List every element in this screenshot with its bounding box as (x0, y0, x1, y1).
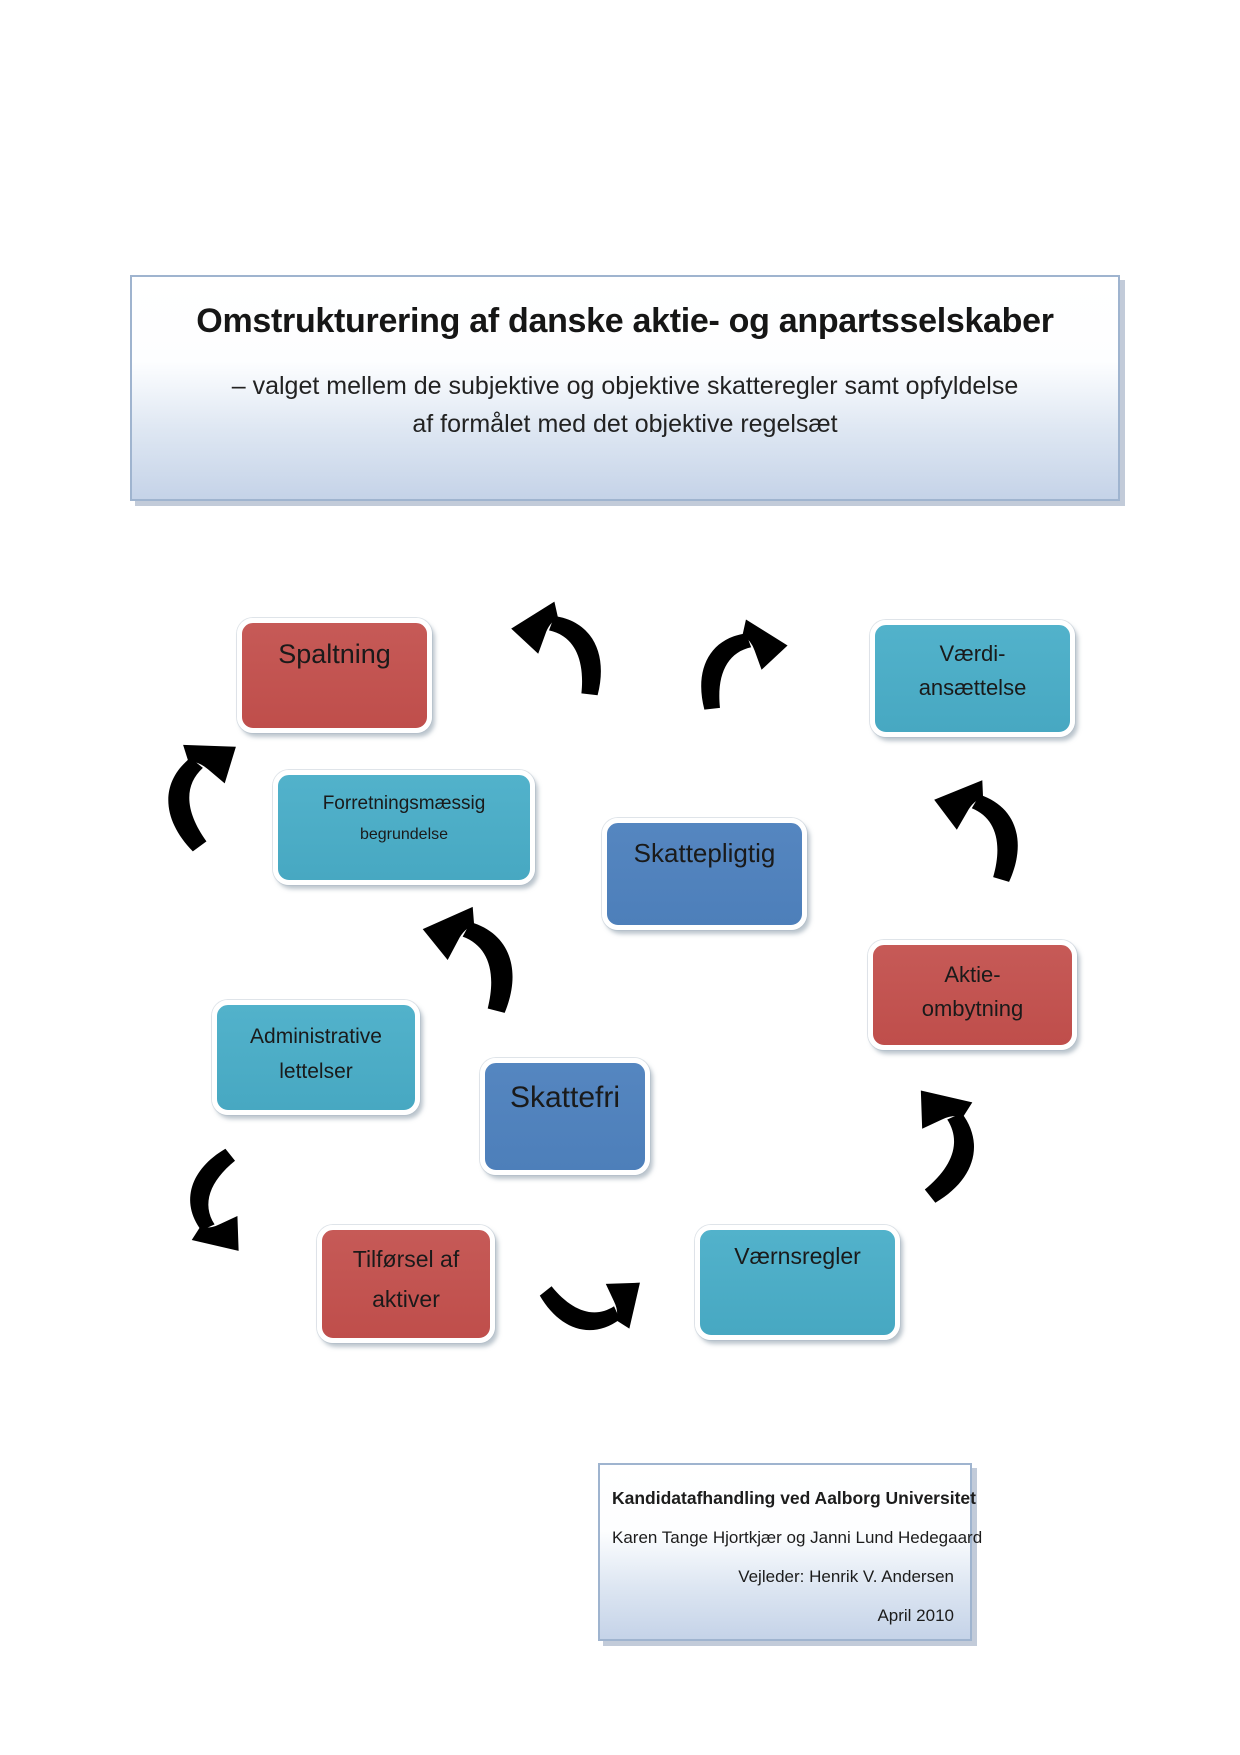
thesis-subtitle (142, 367, 1108, 443)
node-label-line1: Aktie- (944, 962, 1001, 987)
node-label-line2: lettelser (279, 1060, 353, 1083)
thesis-subtitle-line2: af formålet med det objektive regelsæt (412, 410, 838, 438)
node-label-line2: ansættelse (918, 675, 1027, 700)
thesis-subtitle-line1: – valget mellem de subjektive og objektive skatteregler samt opfyldelse (231, 372, 1019, 400)
curved-arrow-icon (856, 1060, 1020, 1224)
credits-supervisor: Vejleder: Henrik V. Andersen (738, 1567, 954, 1586)
node-label-line1: Administrative (250, 1025, 382, 1048)
node-label: Værnsregler (734, 1243, 861, 1269)
credits-box (598, 1463, 983, 1641)
node-vaernsregler (695, 1225, 900, 1340)
node-vaerdiansaettelse (870, 620, 1075, 737)
node-skattepligtig (602, 818, 807, 930)
title-box (130, 275, 1120, 501)
node-spaltning (237, 618, 432, 733)
node-forretningsmaessig-begrundelse (273, 770, 535, 885)
node-tilfoersel-af-aktiver (317, 1225, 495, 1343)
node-skattefri (480, 1058, 650, 1175)
node-label: Spaltning (278, 639, 391, 669)
node-label-line1: Forretningsmæssig (322, 793, 486, 814)
credits-date: April 2010 (877, 1606, 954, 1625)
node-administrative-lettelser (212, 1000, 420, 1115)
credits-institution: Kandidatafhandling ved Aalborg Universitet (612, 1488, 976, 1508)
credits-authors: Karen Tange Hjortkjær og Janni Lund Hedegaard (612, 1528, 983, 1547)
curved-arrow-icon (911, 756, 1042, 906)
node-label: Skattefri (509, 1081, 621, 1114)
node-label-line1: Værdi- (939, 641, 1006, 666)
curved-arrow-icon (498, 598, 618, 706)
node-label-line2: ombytning (921, 996, 1024, 1021)
thesis-title: Omstrukturering af danske aktie- og anpartsselskaber (196, 302, 1054, 340)
node-label-line2: aktiver (372, 1286, 440, 1312)
node-label-line2: begrundelse (359, 826, 449, 843)
curved-arrow-icon (685, 616, 800, 720)
node-aktieombytning (868, 940, 1077, 1050)
curved-arrow-icon (391, 894, 548, 1029)
node-label-line1: Tilførsel af (352, 1246, 460, 1272)
curved-arrow-icon (512, 1216, 676, 1380)
curved-arrow-icon (144, 1125, 302, 1283)
node-label: Skattepligtig (633, 838, 776, 868)
